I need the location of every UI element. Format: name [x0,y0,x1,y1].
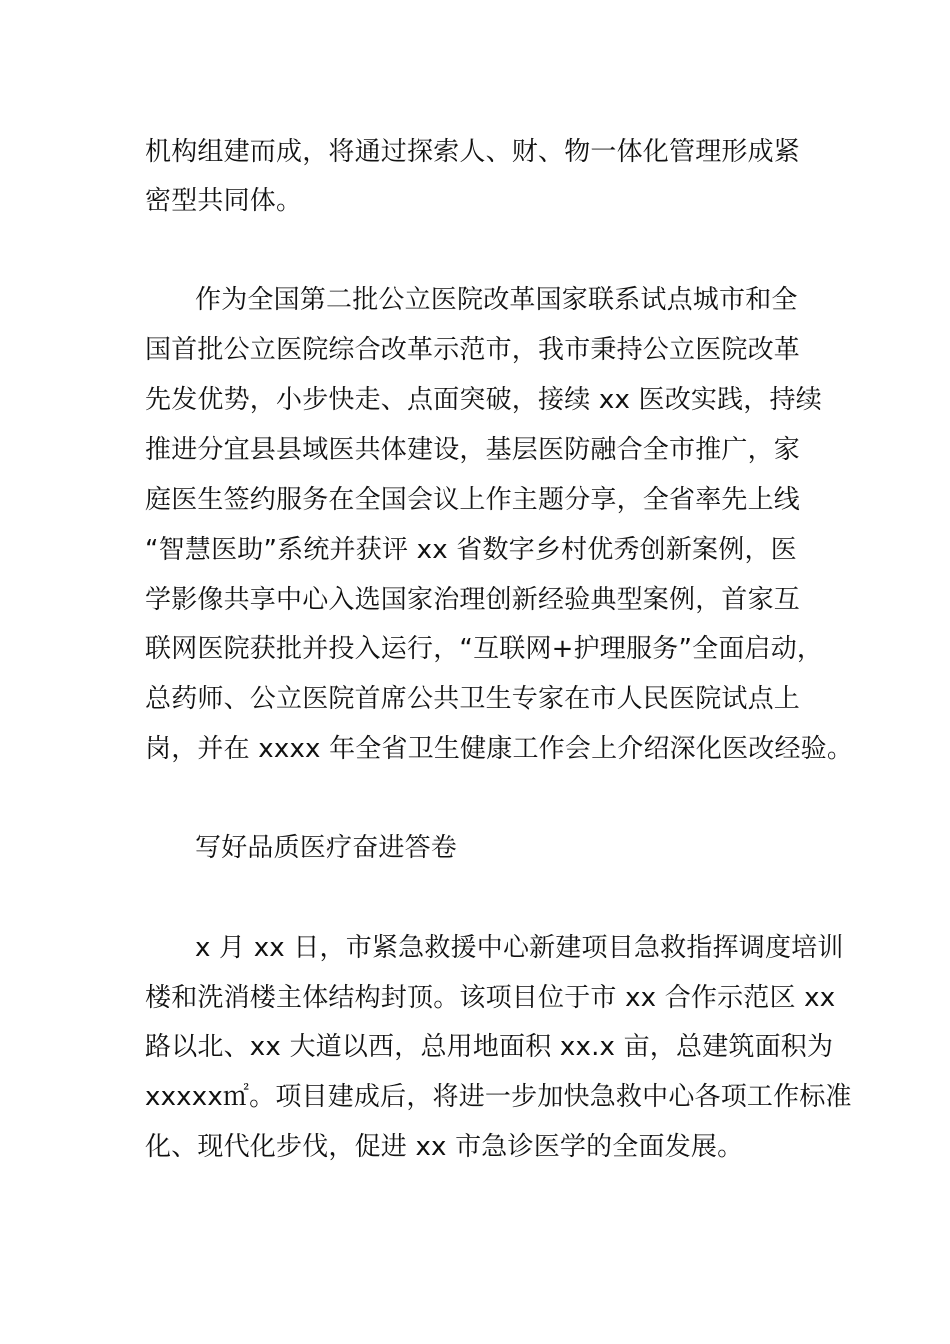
paragraph-line: 推进分宜县县域医共体建设，基层医防融合全市推广，家 [145,435,801,465]
paragraph-line: 路以北、xx 大道以西，总用地面积 xx.x 亩，总建筑面积为 [145,1032,834,1062]
paragraph-line: 联网医院获批并投入运行，“互联网+护理服务”全面启动， [145,634,824,664]
paragraph-line: 机构组建而成，将通过探索人、财、物一体化管理形成紧 [145,137,801,167]
paragraph-line: 国首批公立医院综合改革示范市，我市秉持公立医院改革 [145,335,801,365]
paragraph-line: 密型共同体。 [145,186,303,216]
paragraph-line: x 月 xx 日，市紧急救援中心新建项目急救指挥调度培训 [195,933,844,963]
paragraph-line: 作为全国第二批公立医院改革国家联系试点城市和全 [195,285,798,315]
paragraph-line: xxxxx㎡。项目建成后，将进一步加快急救中心各项工作标准 [145,1082,852,1112]
paragraph-line: 化、现代化步伐，促进 xx 市急诊医学的全面发展。 [145,1132,744,1162]
paragraph-line: 庭医生签约服务在全国会议上作主题分享，全省率先上线 [145,485,801,515]
paragraph-line: “智慧医助”系统并获评 xx 省数字乡村优秀创新案例，医 [145,535,797,565]
paragraph-line: 楼和洗消楼主体结构封顶。该项目位于市 xx 合作示范区 xx [145,983,836,1013]
paragraph-line: 学影像共享中心入选国家治理创新经验典型案例，首家互 [145,585,801,615]
paragraph-line: 总药师、公立医院首席公共卫生专家在市人民医院试点上 [145,684,801,714]
paragraph-line: 先发优势，小步快走、点面突破，接续 xx 医改实践，持续 [145,385,822,415]
paragraph-line: 岗，并在 xxxx 年全省卫生健康工作会上介绍深化医改经验。 [145,734,854,764]
section-heading: 写好品质医疗奋进答卷 [195,833,458,863]
